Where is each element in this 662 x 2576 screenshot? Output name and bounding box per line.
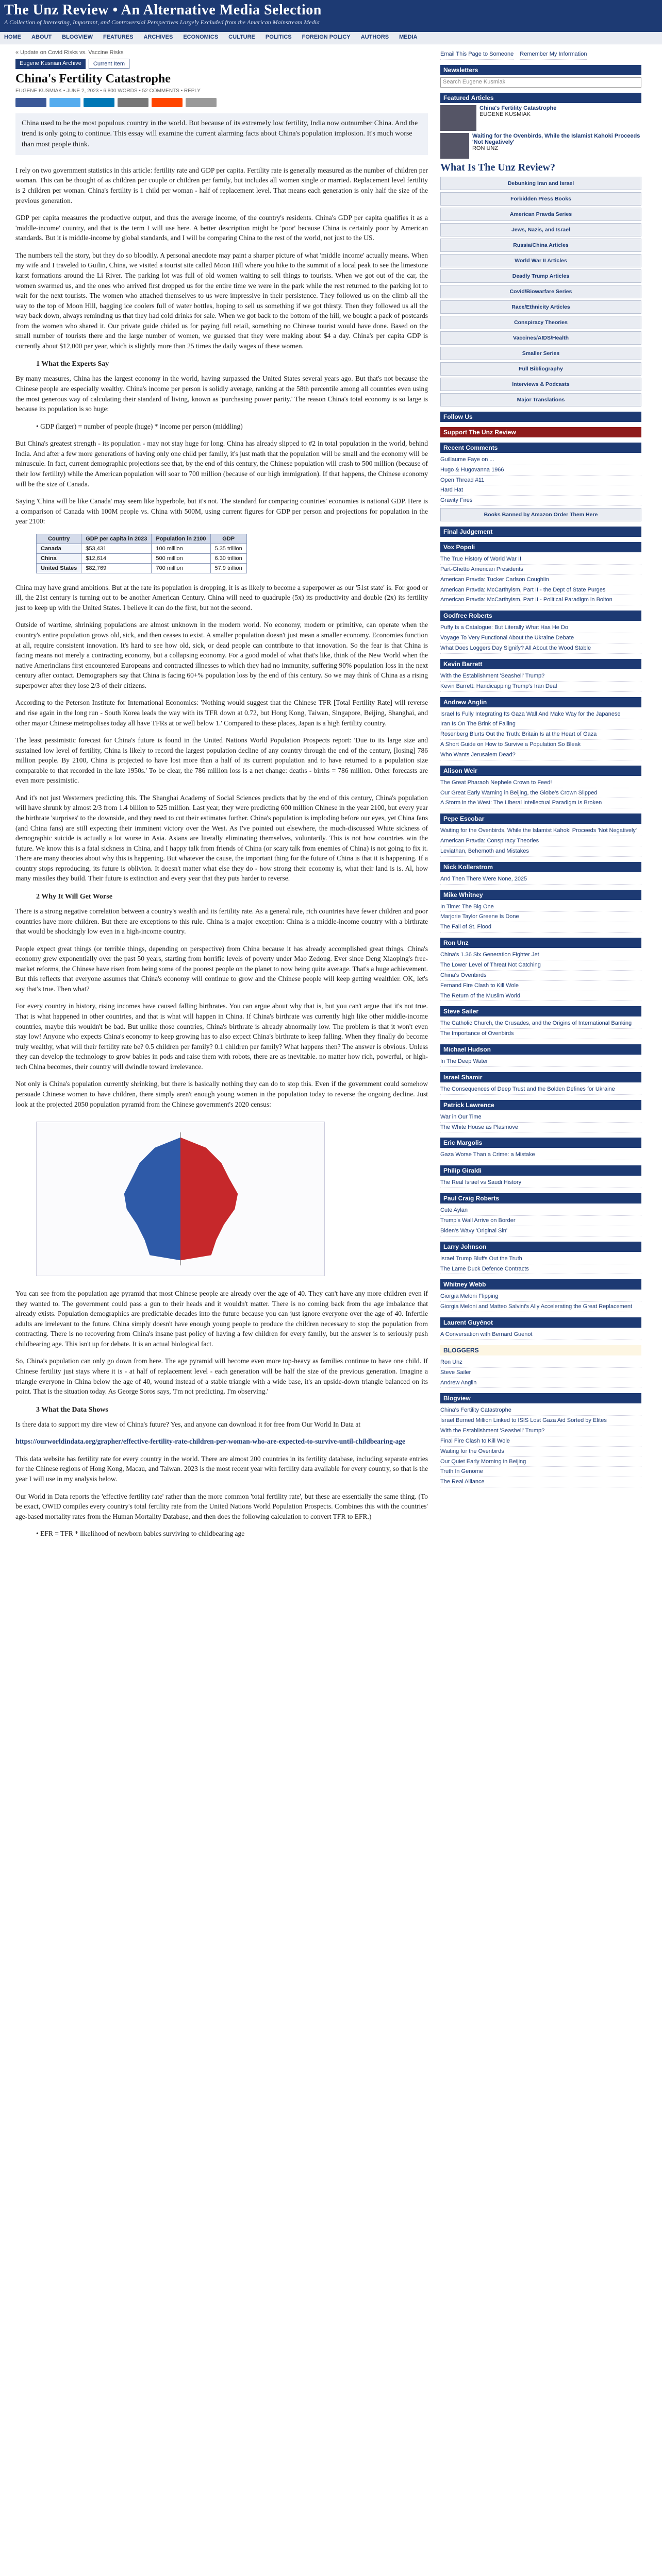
author-section-header[interactable]: Ron Unz xyxy=(440,938,641,948)
sidebar-topnav xyxy=(440,49,641,60)
author-article-link[interactable]: Marjorie Taylor Greene Is Done xyxy=(440,912,641,922)
author-section-header[interactable]: Paul Craig Roberts xyxy=(440,1193,641,1204)
table-row xyxy=(37,544,247,553)
sidebar xyxy=(440,49,641,1546)
author-article-link[interactable]: The Return of the Muslim World xyxy=(440,991,641,1002)
paragraph: You can see from the population age pyramid that most Chinese people are already over the age of 40. They can't have any more children even if they wanted to. The government could pass a gun to their heads and it wouldn't matter. There is no coming back from the age imbalance that already exists. Population demographics are predictable decades into the future because you can just ignore everyone over the age of 40. Infertile adults are irrelevant to the future. China simply doesn't have enough young people to produce the children necessary to stop the population from contracting. There is no recovering from China's insane past policy of having a few children for every family, but the answer is to seriously push childbearing age. This isn't up for debate. It is an actual biological fact. xyxy=(15,1290,428,1348)
author-section-header[interactable]: Steve Sailer xyxy=(440,1006,641,1016)
author-article-link[interactable]: American Pravda: McCarthyism, Part II - Political Paradigm in Bolton xyxy=(440,595,641,605)
nav-item-foreign-policy[interactable]: FOREIGN POLICY xyxy=(302,34,351,40)
series-button[interactable]: Race/Ethnicity Articles xyxy=(440,300,641,314)
featured-item[interactable] xyxy=(440,105,641,131)
table-header: Population in 2100 xyxy=(152,534,210,544)
recent-comment-link[interactable]: Hugo & Hugovanna 1966 xyxy=(440,465,641,476)
facebook-share-button[interactable] xyxy=(15,98,46,107)
email-page-link[interactable]: Email This Page to Someone xyxy=(440,49,514,60)
table-cell: China xyxy=(37,553,81,563)
series-button[interactable]: Interviews & Podcasts xyxy=(440,378,641,391)
paragraph: Outside of wartime, shrinking populations are almost unknown in the modern world. No economy, modern or primitive, can operate when the country's entire population grows old, sick, and then ceases to exist. A smaller population doesn't just mean a smaller economy. Economies function at all, require consistent innovation. It's hard to see how old, sick, or dead people can contribute to that innovation. So the fear is that China is facing means not merely a contracting economy, but a collapsing economy. For a good model of what that's like, think of the New World when the native Amerindians first encountered Europeans and contracted illnesses to which they had no immunity, suffering 90% population loss in the next century after contact. Demographers say that China is facing 60+% population loss by the end of this century. So we may think of China as a rising superpower after they lose 2/3 of their citizens. xyxy=(15,621,428,689)
author-section-header[interactable]: Godfree Roberts xyxy=(440,611,641,621)
author-article-link[interactable]: China's Ovenbirds xyxy=(440,971,641,981)
breadcrumb[interactable]: « Update on Covid Risks vs. Vaccine Risks xyxy=(15,49,124,56)
series-button[interactable]: Covid/Biowarfare Series xyxy=(440,285,641,298)
author-article-link[interactable]: Iran Is On The Brink of Failing xyxy=(440,719,641,730)
author-article-link[interactable]: Israel Is Fully Integrating Its Gaza Wall And Make Way for the Japanese xyxy=(440,709,641,720)
email-share-button[interactable] xyxy=(118,98,148,107)
series-button[interactable]: Debunking Iran and Israel xyxy=(440,177,641,190)
author-article-link[interactable]: American Pravda: Tucker Carlson Coughlin xyxy=(440,575,641,585)
section-heading: 2 Why It Will Get Worse xyxy=(36,892,112,901)
author-article-link[interactable]: Kevin Barrett: Handicapping Trump's Iran Deal xyxy=(440,682,641,692)
paragraph: The numbers tell the story, but they do so bloodily. A personal anecdote may paint a sharper picture of what 'middle income' actually means. When my wife and I traveled to Guilin, China, we visited a tourist site called Moon Hill where you hike to the summit of a local peak to see the limestone karst formations around the Li River. The parking lot was full of old women waiting to sell things to tourists. When we got out of the car, the women swarmed us, and the ones who arrived first dropped us for the entire time we were in the park while the rest returned to the parking lot to wait for the next tourists. The women who attached themselves to us were impressive in their persistence. They followed us on the climb all the way to the top of Moon Hill, bagging ice coolers full of water bottles, hoping to sell us something if we got thirsty. Then they followed us all the way back down, always reminding us that they had cold drinks for sale. When we got back to the bottom of the hill, we bought a pack of postcards from the women who shared it. Our private guide chided us for paying full retail, something no Chinese tourist would have done. Based on the small number of tourists there and the large number of women, we guessed that they were making about $4 a day. China's per capita GDP is currently about $12,000 per year, which is slightly more than 25 times the daily wages of these women. xyxy=(15,251,428,350)
gdp-table xyxy=(36,534,247,573)
author-section-header[interactable]: Nick Kollerstrom xyxy=(440,862,641,872)
author-article-link[interactable]: Fernand Fire Clash to Kill Wole xyxy=(440,981,641,991)
author-article-link[interactable]: Voyage To Very Functional About the Ukraine Debate xyxy=(440,633,641,643)
series-button[interactable]: Vaccines/AIDS/Health xyxy=(440,331,641,345)
author-article-link[interactable]: Rosenberg Blurts Out the Truth: Britain Is at the Heart of Gaza xyxy=(440,730,641,740)
blogview-link[interactable]: With the Establishment 'Seashell' Trump? xyxy=(440,1426,641,1436)
formula: • EFR = TFR * likelihood of newborn babies surviving to childbearing age xyxy=(36,1530,245,1538)
recent-comments-list xyxy=(440,455,641,506)
banned-books-button[interactable]: Books Banned by Amazon Order Them Here xyxy=(440,508,641,521)
paragraph: So, China's population can only go down from here. The age pyramid will become even more top-heavy as families continue to have one child. If Chinese fertility just stays where it is - at half of replacement level - each generation will be half the size of the previous generation. Imagine a triangle everyone in China below the age of 40, wound instead of a stable triangle with a wide base, it's an upside-down triangle balanced on its point. That is the situation today. As George Soros says, 'I'm not predicting. I'm observing.' xyxy=(15,1357,428,1396)
author-section-header[interactable]: Mike Whitney xyxy=(440,890,641,900)
paragraph: There is a strong negative correlation between a country's wealth and its fertility rate. As a general rule, rich countries have fewer children and poor countries have more children. But there are exceptions to this rule. China is a major exception: China is a middle-income country with a birthrate that would be shockingly low even in a high-income country. xyxy=(15,907,428,936)
blogview-link[interactable]: Truth In Genome xyxy=(440,1467,641,1477)
bloggers-header: BLOGGERS xyxy=(440,1345,641,1355)
final-judgement-header[interactable]: Final Judgement xyxy=(440,527,641,537)
author-article-link[interactable]: The Great Pharaoh Nephele Crown to Feed! xyxy=(440,778,641,788)
tab-current-item[interactable]: Current Item xyxy=(89,59,129,69)
paragraph: According to the Peterson Institute for International Economics: 'Nothing would suggest that the Chinese TFR [Total Fertility Rate] will reverse and rise again in the long run - South Korea leads the way with its TFR down at 0.72, but Hong Kong, Taiwan, Singapore, Beijing, Shanghai, and other major Chinese metropolises today all have TFRs at or well below 1.' Compared to these places, Japan is a high fertility country. xyxy=(15,699,428,727)
nav-item-politics[interactable]: POLITICS xyxy=(265,34,292,40)
search-input[interactable]: Search Eugene Kusmiak xyxy=(440,77,641,88)
author-section-header[interactable]: Vox Popoli xyxy=(440,542,641,552)
author-article-link[interactable]: The Fall of St. Flood xyxy=(440,922,641,933)
featured-author: EUGENE KUSMIAK xyxy=(479,111,531,117)
table-cell: 6.30 trillion xyxy=(210,553,246,563)
author-article-link[interactable]: China's 1.36 Six Generation Fighter Jet xyxy=(440,950,641,960)
table-cell: United States xyxy=(37,563,81,573)
paragraph: China may have grand ambitions. But at the rate its population is dropping, it is as likely to become a superpower as our '51st state' is. For good or ill, the 21st century is turning out to be another American Century. China will need to quadruple (5x) its productivity and double (2x) its fertility just to keep up with the United States. I believe it can do the first, but not the second. xyxy=(15,583,428,612)
author-section-header[interactable]: Alison Weir xyxy=(440,766,641,776)
author-section-header[interactable]: Larry Johnson xyxy=(440,1242,641,1252)
paragraph: Is there data to support my dire view of China's future? Yes, and anyone can download it for free from Our World In Data at xyxy=(15,1420,361,1428)
table-cell: 5.35 trillion xyxy=(210,544,246,553)
nav-item-media[interactable]: MEDIA xyxy=(399,34,418,40)
table-cell: $82,769 xyxy=(81,563,152,573)
linkedin-share-button[interactable] xyxy=(84,98,114,107)
series-button[interactable]: Forbidden Press Books xyxy=(440,192,641,206)
author-section-header[interactable]: Michael Hudson xyxy=(440,1044,641,1055)
author-section-header[interactable]: Eric Margolis xyxy=(440,1138,641,1148)
masthead xyxy=(0,0,662,32)
author-article-link[interactable]: A Storm in the West: The Liberal Intellectual Paradigm Is Broken xyxy=(440,798,641,808)
author-article-link[interactable]: The Lower Level of Threat Not Catching xyxy=(440,960,641,971)
nav-item-economics[interactable]: ECONOMICS xyxy=(183,34,219,40)
table-cell: 100 million xyxy=(152,544,210,553)
author-article-link[interactable]: A Short Guide on How to Survive a Population So Bleak xyxy=(440,740,641,750)
series-button[interactable]: American Pravda Series xyxy=(440,208,641,221)
author-article-link[interactable]: The Importance of Ovenbirds xyxy=(440,1029,641,1039)
population-pyramid-chart xyxy=(36,1122,325,1276)
author-section-header[interactable]: Pepe Escobar xyxy=(440,814,641,824)
author-article-link[interactable]: The Consequences of Deep Trust and the Bolden Defines for Ukraine xyxy=(440,1084,641,1095)
table-header: GDP per capita in 2023 xyxy=(81,534,152,544)
reddit-share-button[interactable] xyxy=(152,98,183,107)
author-article-link[interactable]: Waiting for the Ovenbirds, While the Islamist Kahoki Proceeds 'Not Negatively' xyxy=(440,826,641,836)
nav-item-culture[interactable]: CULTURE xyxy=(228,34,255,40)
share-bar xyxy=(15,98,428,107)
site-tagline: A Collection of Interesting, Important, and Controversial Perspectives Largely Excluded from the American Mainstream Media xyxy=(4,19,320,26)
table-cell: $12,614 xyxy=(81,553,152,563)
blogview-header: Blogview xyxy=(440,1393,641,1403)
author-article-link[interactable]: Cute Aylan xyxy=(440,1206,641,1216)
table-cell: 700 million xyxy=(152,563,210,573)
table-row xyxy=(37,563,247,573)
table-cell: 500 million xyxy=(152,553,210,563)
author-sections xyxy=(440,542,641,1340)
section-heading: 1 What the Experts Say xyxy=(36,360,109,368)
blogview-link[interactable]: Waiting for the Ovenbirds xyxy=(440,1447,641,1457)
series-button[interactable]: World War II Articles xyxy=(440,254,641,267)
author-article-link[interactable]: Who Wants Jerusalem Dead? xyxy=(440,750,641,760)
article-byline: EUGENE KUSMIAK • JUNE 2, 2023 • 6,800 WORDS • 52 COMMENTS • REPLY xyxy=(15,88,201,94)
recent-comment-link[interactable]: Guillaume Faye on ... xyxy=(440,455,641,465)
author-article-link[interactable]: In The Deep Water xyxy=(440,1057,641,1067)
paragraph: The least pessimistic forecast for China's future is found in the United Nations World Population Prospects report: 'Due to its large size and sustained low level of fertility, China is likely to record the largest population decline of any country through the end of the century, [losing] 786 million people. By 2100, China is projected to have lost more than a half of its current population and to have returned to a population size comparable to that recorded in the late 1950s.' To be clear, the 786 million loss is a net change: deaths - births = 786 million. Other forecasts are even more pessimistic. xyxy=(15,736,428,785)
featured-item[interactable] xyxy=(440,133,641,159)
article-title: China's Fertility Catastrophe xyxy=(15,72,171,86)
support-header[interactable]: Support The Unz Review xyxy=(440,427,641,437)
author-article-link[interactable]: The Real Israel vs Saudi History xyxy=(440,1178,641,1188)
featured-thumbnail xyxy=(440,105,476,131)
author-article-link[interactable]: A Conversation with Bernard Guenot xyxy=(440,1330,641,1340)
series-button[interactable]: Jews, Nazis, and Israel xyxy=(440,223,641,236)
author-article-link[interactable]: Part-Ghetto American Presidents xyxy=(440,565,641,575)
newsletter-header: Newsletters xyxy=(440,65,641,75)
featured-header: Featured Articles xyxy=(440,93,641,103)
author-article-link[interactable]: The Lame Duck Defence Contracts xyxy=(440,1264,641,1275)
paragraph: But China's greatest strength - its population - may not stay huge for long. China has already slipped to #2 in total population in the world, behind India. And after a few more generations of having only one child per family, it's just math that the population will be small and the economy will be minuscule. In fact, current demographic projections see that, by the end of this century, the Chinese population will crash to 500 million (because of their low fertility) while the American population will soar to 700 million (because of our high immigration). If that happens, the Chinese economy will be the size of Canada. xyxy=(15,439,428,488)
paragraph: Not only is China's population currently shrinking, but there is basically nothing they can do to stop this. Even if the government could somehow persuade Chinese women to have children, there simply aren't enough young women in the population today to reverse the ongoing decline. Just look at the projected 2050 population pyramid from the Chinese government's 2020 census: xyxy=(15,1080,428,1108)
table-row xyxy=(37,553,247,563)
main-navbar xyxy=(0,32,662,44)
blogview-link[interactable]: Our Quiet Early Morning in Beijing xyxy=(440,1457,641,1467)
section-heading: 3 What the Data Shows xyxy=(36,1405,108,1414)
series-button[interactable]: Conspiracy Theories xyxy=(440,316,641,329)
remember-info-link[interactable]: Remember My Information xyxy=(520,49,587,60)
author-article-link[interactable]: Puffy Is a Catalogue: But Literally What Has He Do xyxy=(440,623,641,633)
recent-comment-link[interactable]: Hard Hat xyxy=(440,485,641,496)
author-article-link[interactable]: Biden's Wavy 'Original Sin' xyxy=(440,1226,641,1236)
series-button[interactable]: Russia/China Articles xyxy=(440,239,641,252)
nav-item-authors[interactable]: AUTHORS xyxy=(360,34,389,40)
nav-item-blogview[interactable]: BLOGVIEW xyxy=(62,34,93,40)
author-section-header[interactable]: Whitney Webb xyxy=(440,1279,641,1290)
owid-link[interactable]: https://ourworldindata.org/grapher/effective-fertility-rate-children-per-woman-who-are-expected-to-survive-until-childbearing-age xyxy=(15,1437,405,1446)
featured-author: RON UNZ xyxy=(472,145,499,151)
author-article-link[interactable]: With the Establishment 'Seashell' Trump? xyxy=(440,671,641,682)
paragraph: I rely on two government statistics in this article: fertility rate and GDP per capita. Fertility rate is generally measured as the number of children per woman. This can be thought of as children per couple or children per family, but includes all women single or married. Replacement level fertility is 2 children per woman. China's fertility is 1 child per woman - half of replacement level. That means each generation is only half the size of the previous generation. xyxy=(15,166,428,205)
follow-header: Follow Us xyxy=(440,412,641,422)
series-button[interactable]: Full Bibliography xyxy=(440,362,641,376)
author-section-header[interactable]: Kevin Barrett xyxy=(440,659,641,669)
blogview-list xyxy=(440,1405,641,1487)
author-article-link[interactable]: Giorgia Meloni Flipping xyxy=(440,1292,641,1302)
nav-item-archives[interactable]: ARCHIVES xyxy=(143,34,173,40)
site-title[interactable]: The Unz Review • An Alternative Media Selection xyxy=(4,2,322,18)
author-section-header[interactable]: Israel Shamir xyxy=(440,1072,641,1082)
series-buttons xyxy=(440,177,641,406)
paragraph: For every country in history, rising incomes have caused falling birthrates. You can argue about why that is, but you can't argue that it's not true. That is what happened in other countries, and that is what will happen in China. If China's birthrate was currently high like other middle-income countries, maybe this wouldn't be bad. But unlike those countries, China's birthrate is already abnormally low. The problem is that it won't even stay low! Anyone who expects China's economy to keep growing has to also expect China's birthrate to keep falling. When they finally do become truly wealthy, what will their fertility rate be? 0.5 children per family? 0.1 children per family? What happens then? The answer is obvious. Unless they can develop the technology to grow babies in pods and raise them with robots, there are as inevitable. no matter how rich, powerful, or high-tech China becomes, their country will dwindle toward irrelevance. xyxy=(15,1002,428,1071)
author-article-link[interactable]: And Then There Were None, 2025 xyxy=(440,874,641,885)
what-is-unz-review[interactable]: What Is The Unz Review? xyxy=(440,161,555,173)
table-cell: 57.9 trillion xyxy=(210,563,246,573)
blogview-link[interactable]: Final Fire Clash to Kill Wole xyxy=(440,1436,641,1447)
table-cell: Canada xyxy=(37,544,81,553)
recent-header: Recent Comments xyxy=(440,443,641,453)
author-article-link[interactable]: War in Our Time xyxy=(440,1112,641,1123)
nav-item-features[interactable]: FEATURES xyxy=(103,34,134,40)
blogger-link[interactable]: Steve Sailer xyxy=(440,1368,641,1378)
table-header: GDP xyxy=(210,534,246,544)
nav-item-home[interactable]: HOME xyxy=(4,34,21,40)
author-article-link[interactable]: American Pravda: McCarthyism, Part II - the Dept of State Purges xyxy=(440,585,641,596)
paragraph: Saying 'China will be like Canada' may seem like hyperbole, but it's not. The standard for comparing countries' economies is national GDP. Here is a comparison of Canada with 100M people vs. China with 500M, using current figures for GDP per person and projections for population in the year 2100: xyxy=(15,497,428,526)
table-header: Country xyxy=(37,534,81,544)
featured-thumbnail xyxy=(440,133,469,159)
paragraph: Our World in Data reports the 'effective fertility rate' rather than the more common 'total fertility rate', but these are essentially the same thing. (To be exact, OWID compiles every country's total fertility rate from the United Nations World Population Prospects. Combines this with the countries' age-based mortality rates from the Human Mortality Database, and then does the following calculation to convert TFR to EFR.) xyxy=(15,1492,428,1520)
blogview-link[interactable]: Israel Burned Million Linked to ISIS Lost Gaza Aid Sorted by Elites xyxy=(440,1416,641,1426)
author-article-link[interactable]: What Does Loggers Day Signify? All About the Wood Stable xyxy=(440,643,641,654)
series-button[interactable]: Major Translations xyxy=(440,393,641,406)
blogger-link[interactable]: Andrew Anglin xyxy=(440,1378,641,1388)
author-article-link[interactable]: Gaza Worse Than a Crime: a Mistake xyxy=(440,1150,641,1160)
twitter-share-button[interactable] xyxy=(49,98,80,107)
recent-comment-link[interactable]: Open Thread #11 xyxy=(440,476,641,486)
author-article-link[interactable]: The White House as Plasmove xyxy=(440,1123,641,1133)
article-tabs xyxy=(15,59,428,69)
blogview-link[interactable]: The Real Alliance xyxy=(440,1477,641,1487)
series-button[interactable]: Smaller Series xyxy=(440,347,641,360)
formula: • GDP (larger) = number of people (huge) * income per person (middling) xyxy=(36,422,243,430)
author-article-link[interactable]: Our Great Early Warning in Beijing, the Globe's Crown Slipped xyxy=(440,788,641,799)
featured-title[interactable]: China's Fertility Catastrophe xyxy=(479,105,557,111)
recent-comment-link[interactable]: Gravity Fires xyxy=(440,496,641,506)
article-intro: China used to be the most populous country in the world. But because of its extremely low fertility, India now outnumber China. And the trend is only going to continue. This essay will examine the current alarming facts about China's population implosion. It's much worse than most people think. xyxy=(15,113,428,155)
author-article-link[interactable]: In Time: The Big One xyxy=(440,902,641,912)
paragraph: By many measures, China has the largest economy in the world, having surpassed the United States several years ago. But that's not because the Chinese people are especially wealthy. China's income per person is solidly average, ranking at the 58th percentile among all countries even using the most generous way of calculating their standard of living, known as 'purchasing power parity.' The reason China's total economy is so large is because its population is so huge: xyxy=(15,375,428,413)
blogger-link[interactable]: Ron Unz xyxy=(440,1358,641,1368)
author-section-header[interactable]: Philip Giraldi xyxy=(440,1165,641,1176)
paragraph: This data website has fertility rate for every country in the world. There are almost 200 countries in its fertility database, including separate entries for the Chinese regions of Hong Kong, Macau, and Taiwan. 2023 is the most recent year with fertility data available for every country, so that is the year I will use in my analysis below. xyxy=(15,1454,428,1483)
article-column xyxy=(15,49,428,1546)
author-article-link[interactable]: The Catholic Church, the Crusades, and the Origins of International Banking xyxy=(440,1019,641,1029)
table-cell: $53,431 xyxy=(81,544,152,553)
tab-archive[interactable]: Eugene Kusnian Archive xyxy=(15,59,86,69)
author-article-link[interactable]: The True History of World War II xyxy=(440,554,641,565)
author-section-header[interactable]: Andrew Anglin xyxy=(440,697,641,707)
paragraph: GDP per capita measures the productive output, and thus the average income, of the country's residents. China's GDP per capita qualifies it as a 'middle-income' country, and that is the term I will use here. A better description might be 'poor' because China is certainly poor by American standards. But it is middle-income by global standards, and I will be comparing China to the rest of the world, not just to the US. xyxy=(15,214,428,242)
nav-item-about[interactable]: ABOUT xyxy=(31,34,52,40)
featured-title[interactable]: Waiting for the Ovenbirds, While the Islamist Kahoki Proceeds 'Not Negatively' xyxy=(472,132,640,145)
author-article-link[interactable]: Israel Trump Bluffs Out the Truth xyxy=(440,1254,641,1264)
paragraph: And it's not just Westerners predicting this. The Shanghai Academy of Social Sciences predicts that by the end of this century, China's population will have shrunk by almost 2/3 from 1.4 billion to 525 million. Last year, they were predicting 600 million Chinese in the year 2100, but every year the birthrate 'surprises' to the downside, and they need to cut their estimates further. China's population is imploding before our eyes, yet China fans (and China fans) are still expecting their imminent victory over the West. As I've pointed out elsewhere, the much-discussed White sickness of demographic suicide is actually a lot worse in Asia. Asians are literally eliminating themselves, voluntarily. This is not how countries win the future. We know this is a fatal sickness in China, and I happy talk from friends of China (or scary talk from enemies of China) is not going to fix it. There are many theories about why this is happening. But whatever the cause, the important thing for the future of China is that it is happening. If a country stops reproducing, its future is oblivion. It doesn't matter what else they do - how strong their economy is, what their land is is. Al, how many missiles they build. Their future is extinction and every year that they puts harder to reverse. xyxy=(15,793,428,883)
paragraph: People expect great things (or terrible things, depending on perspective) from China because it has already accomplished great things. China's economy grew exponentially over the past 50 years, starting from horrific levels of poverty under Mao Zedong. Ever since Deng Xiaoping's free-market reforms, the Chinese have risen from being some of the poorest people on the planet to now being quite average. That's a huge achievement. But this reflects that everyone assumes that China's economy will continue to grow and the Chinese people will keep getting wealthier. OK, let's say that's true. Then what? xyxy=(15,944,428,993)
bloggers-list xyxy=(440,1358,641,1388)
print-button[interactable] xyxy=(186,98,217,107)
series-button[interactable]: Deadly Trump Articles xyxy=(440,269,641,283)
author-article-link[interactable]: Trump's Wall Arrive on Border xyxy=(440,1216,641,1226)
author-section-header[interactable]: Patrick Lawrence xyxy=(440,1100,641,1110)
author-article-link[interactable]: Giorgia Meloni and Matteo Salvini's Ally Accelerating the Great Replacement xyxy=(440,1302,641,1312)
author-article-link[interactable]: American Pravda: Conspiracy Theories xyxy=(440,836,641,846)
author-article-link[interactable]: Leviathan, Behemoth and Mistakes xyxy=(440,846,641,857)
author-section-header[interactable]: Laurent Guyénot xyxy=(440,1317,641,1328)
blogview-link[interactable]: China's Fertility Catastrophe xyxy=(440,1405,641,1416)
